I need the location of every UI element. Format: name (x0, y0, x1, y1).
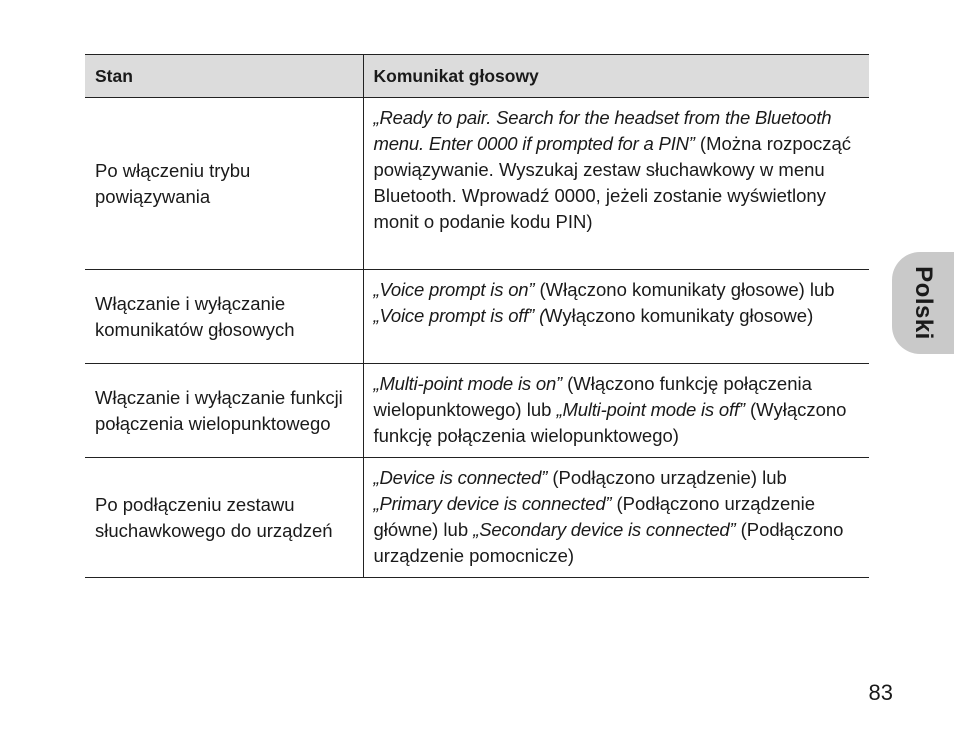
message-part: (Włączono komunikaty głosowe) lub (534, 279, 835, 300)
message-part: „Device is connected” (373, 467, 548, 488)
state-cell: Po włączeniu trybu powiązywania (85, 98, 363, 270)
header-voice-message: Komunikat głosowy (363, 55, 869, 98)
message-part: (Podłączono urządzenie pomocnicze) (373, 519, 844, 566)
header-state: Stan (85, 55, 363, 98)
message-part: „Voice prompt is on” (373, 279, 535, 300)
language-tab-label: Polski (910, 266, 938, 340)
page-number: 83 (868, 680, 893, 705)
message-part: (Podłączono urządzenie) lub (547, 467, 787, 488)
message-cell (363, 458, 869, 578)
table-header-row (85, 55, 869, 98)
message-part: „Secondary device is connected” (473, 519, 736, 540)
state-cell: Po podłączeniu zestawu słuchawkowego do urządzeń (85, 458, 363, 578)
table-row (85, 270, 869, 364)
table-row (85, 98, 869, 270)
message-cell (363, 270, 869, 364)
table-row (85, 458, 869, 578)
voice-prompt-table (85, 54, 869, 578)
message-part: (Wyłączono funkcję połączenia wielopunktowego) (373, 399, 847, 446)
table-row (85, 364, 869, 458)
message-part: (Włączono funkcję połączenia wielopunktowego) lub (373, 373, 812, 420)
state-cell: Włączanie i wyłączanie funkcji połączenia wielopunktowego (85, 364, 363, 458)
message-part: „Voice prompt is off” ( (373, 305, 546, 326)
message-part: Wyłączono komunikaty głosowe) (545, 305, 814, 326)
message-part: „Multi-point mode is on” (373, 373, 562, 394)
message-part: „Multi-point mode is off” (556, 399, 745, 420)
state-cell: Włączanie i wyłączanie komunikatów głosowych (85, 270, 363, 364)
message-cell (363, 364, 869, 458)
language-side-tab (892, 252, 954, 354)
message-part: (Można rozpocząć powiązywanie. Wyszukaj zestaw słuchawkowy w menu Bluetooth. Wprowadź 0000, jeżeli zostanie wyświetlony monit o podanie kodu PIN) (373, 133, 852, 232)
message-part: „Primary device is connected” (373, 493, 612, 514)
message-cell (363, 98, 869, 270)
message-part: „Ready to pair. Search for the headset from the Bluetooth menu. Enter 0000 if prompted for a PIN” (373, 107, 832, 154)
message-part: (Podłączono urządzenie główne) lub (373, 493, 816, 540)
